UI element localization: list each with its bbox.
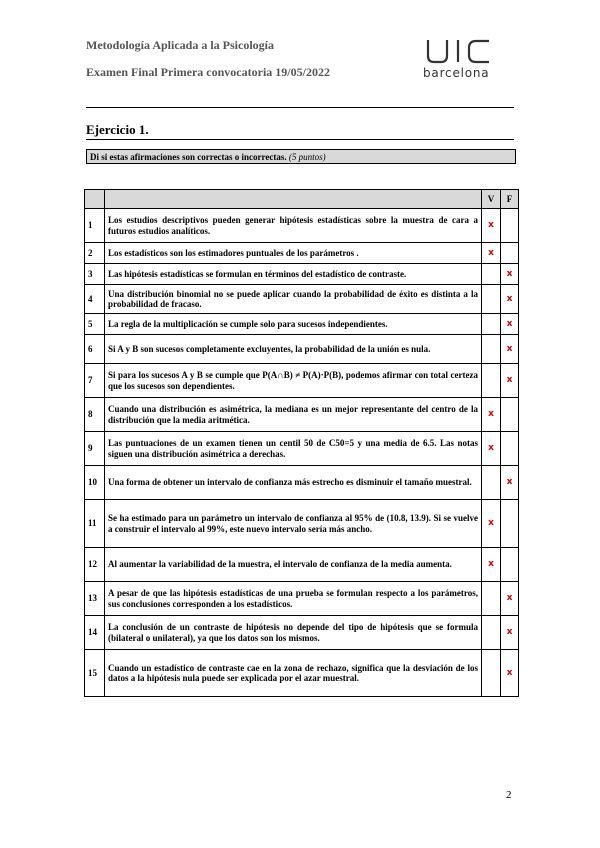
false-mark — [501, 243, 519, 264]
false-mark — [501, 500, 519, 548]
row-number: 1 — [85, 209, 105, 243]
table-row — [85, 364, 519, 398]
table-row — [85, 398, 519, 432]
true-mark — [482, 466, 501, 500]
false-mark: x — [501, 264, 519, 285]
table-row — [85, 650, 519, 697]
table-row — [85, 264, 519, 285]
header-false: F — [501, 190, 519, 209]
table-row — [85, 314, 519, 335]
table-row — [85, 432, 519, 466]
course-title: Metodología Aplicada a la Psicología — [86, 38, 274, 52]
row-number: 8 — [85, 398, 105, 432]
header-true: V — [482, 190, 501, 209]
statement-text: La conclusión de un contraste de hipótesis no depende del tipo de hipótesis que se formula (bilateral o unilateral), ya que los datos son los mismos. — [105, 616, 482, 650]
table-row — [85, 466, 519, 500]
header-num-cell — [85, 190, 105, 209]
true-mark: x — [482, 548, 501, 582]
row-number: 15 — [85, 650, 105, 697]
table-row — [85, 243, 519, 264]
header-statement-cell — [105, 190, 482, 209]
row-number: 11 — [85, 500, 105, 548]
instruction-text: Di si estas afirmaciones son correctas o incorrectas. — [90, 152, 287, 162]
true-mark: x — [482, 209, 501, 243]
table-row — [85, 500, 519, 548]
page-number: 2 — [506, 789, 512, 801]
false-mark: x — [501, 364, 519, 398]
table-row — [85, 209, 519, 243]
row-number: 13 — [85, 582, 105, 616]
false-mark — [501, 548, 519, 582]
false-mark: x — [501, 582, 519, 616]
true-mark: x — [482, 500, 501, 548]
statement-text: Los estadísticos son los estimadores puntuales de los parámetros . — [105, 243, 482, 264]
false-mark: x — [501, 466, 519, 500]
statement-text: La regla de la multiplicación se cumple solo para sucesos independientes. — [105, 314, 482, 335]
row-number: 2 — [85, 243, 105, 264]
statement-text: Las hipótesis estadísticas se formulan en términos del estadístico de contraste. — [105, 264, 482, 285]
row-number: 12 — [85, 548, 105, 582]
table-row — [85, 335, 519, 364]
table-row — [85, 582, 519, 616]
statement-text: Si para los sucesos A y B se cumple que P(A∩B) ≠ P(A)·P(B), podemos afirmar con total certeza que los sucesos son dependientes. — [105, 364, 482, 398]
row-number: 4 — [85, 285, 105, 314]
row-number: 3 — [85, 264, 105, 285]
exam-title: Examen Final Primera convocatoria 19/05/2022 — [86, 65, 330, 79]
logo-subtext: barcelona — [423, 66, 490, 80]
table-row — [85, 616, 519, 650]
table-header-row — [85, 190, 519, 209]
true-mark — [482, 335, 501, 364]
false-mark: x — [501, 314, 519, 335]
row-number: 9 — [85, 432, 105, 466]
row-number: 7 — [85, 364, 105, 398]
statement-text: Una distribución binomial no se puede aplicar cuando la probabilidad de éxito es distinta a la probabilidad de fracaso. — [105, 285, 482, 314]
statement-text: Una forma de obtener un intervalo de confianza más estrecho es disminuir el tamaño muestral. — [105, 466, 482, 500]
false-mark: x — [501, 650, 519, 697]
false-mark: x — [501, 285, 519, 314]
false-mark — [501, 209, 519, 243]
statement-text: Si A y B son sucesos completamente excluyentes, la probabilidad de la unión es nula. — [105, 335, 482, 364]
statement-text: Cuando una distribución es asimétrica, la mediana es un mejor representante del centro de la distribución que la media aritmética. — [105, 398, 482, 432]
false-mark: x — [501, 616, 519, 650]
row-number: 14 — [85, 616, 105, 650]
true-mark — [482, 582, 501, 616]
exercise-instruction — [86, 149, 516, 164]
true-mark — [482, 364, 501, 398]
true-mark — [482, 264, 501, 285]
false-mark: x — [501, 335, 519, 364]
statement-text: Cuando un estadístico de contraste cae en la zona de rechazo, significa que la desviación de los datos a la hipótesis nula puede ser explicada por el azar muestral. — [105, 650, 482, 697]
statement-text: Al aumentar la variabilidad de la muestra, el intervalo de confianza de la media aumenta. — [105, 548, 482, 582]
true-mark — [482, 650, 501, 697]
statement-text: Las puntuaciones de un examen tienen un centil 50 de C50=5 y una media de 6.5. Las notas siguen una distribución asimétrica a derechas. — [105, 432, 482, 466]
table-row — [85, 285, 519, 314]
row-number: 5 — [85, 314, 105, 335]
true-mark: x — [482, 243, 501, 264]
table-row — [85, 548, 519, 582]
true-mark: x — [482, 398, 501, 432]
points-text: (5 puntos) — [288, 152, 326, 162]
true-mark — [482, 616, 501, 650]
true-mark: x — [482, 432, 501, 466]
false-mark — [501, 432, 519, 466]
header-divider — [86, 107, 514, 108]
true-mark — [482, 314, 501, 335]
statements-table — [84, 189, 519, 697]
true-mark — [482, 285, 501, 314]
row-number: 6 — [85, 335, 105, 364]
row-number: 10 — [85, 466, 105, 500]
statement-text: Se ha estimado para un parámetro un intervalo de confianza al 95% de (10.8, 13.9). Si se vuelve a construir el intervalo al 99%, este nuevo intervalo sería más ancho. — [105, 500, 482, 548]
false-mark — [501, 398, 519, 432]
statement-text: A pesar de que las hipótesis estadísticas de una prueba se formulan respecto a los parámetros, sus conclusiones corresponden a los estadísticos. — [105, 582, 482, 616]
exercise-divider — [86, 139, 514, 140]
statement-text: Los estudios descriptivos pueden generar hipótesis estadísticas sobre la muestra de cara a futuros estudios analíticos. — [105, 209, 482, 243]
exercise-title: Ejercicio 1. — [86, 122, 149, 137]
